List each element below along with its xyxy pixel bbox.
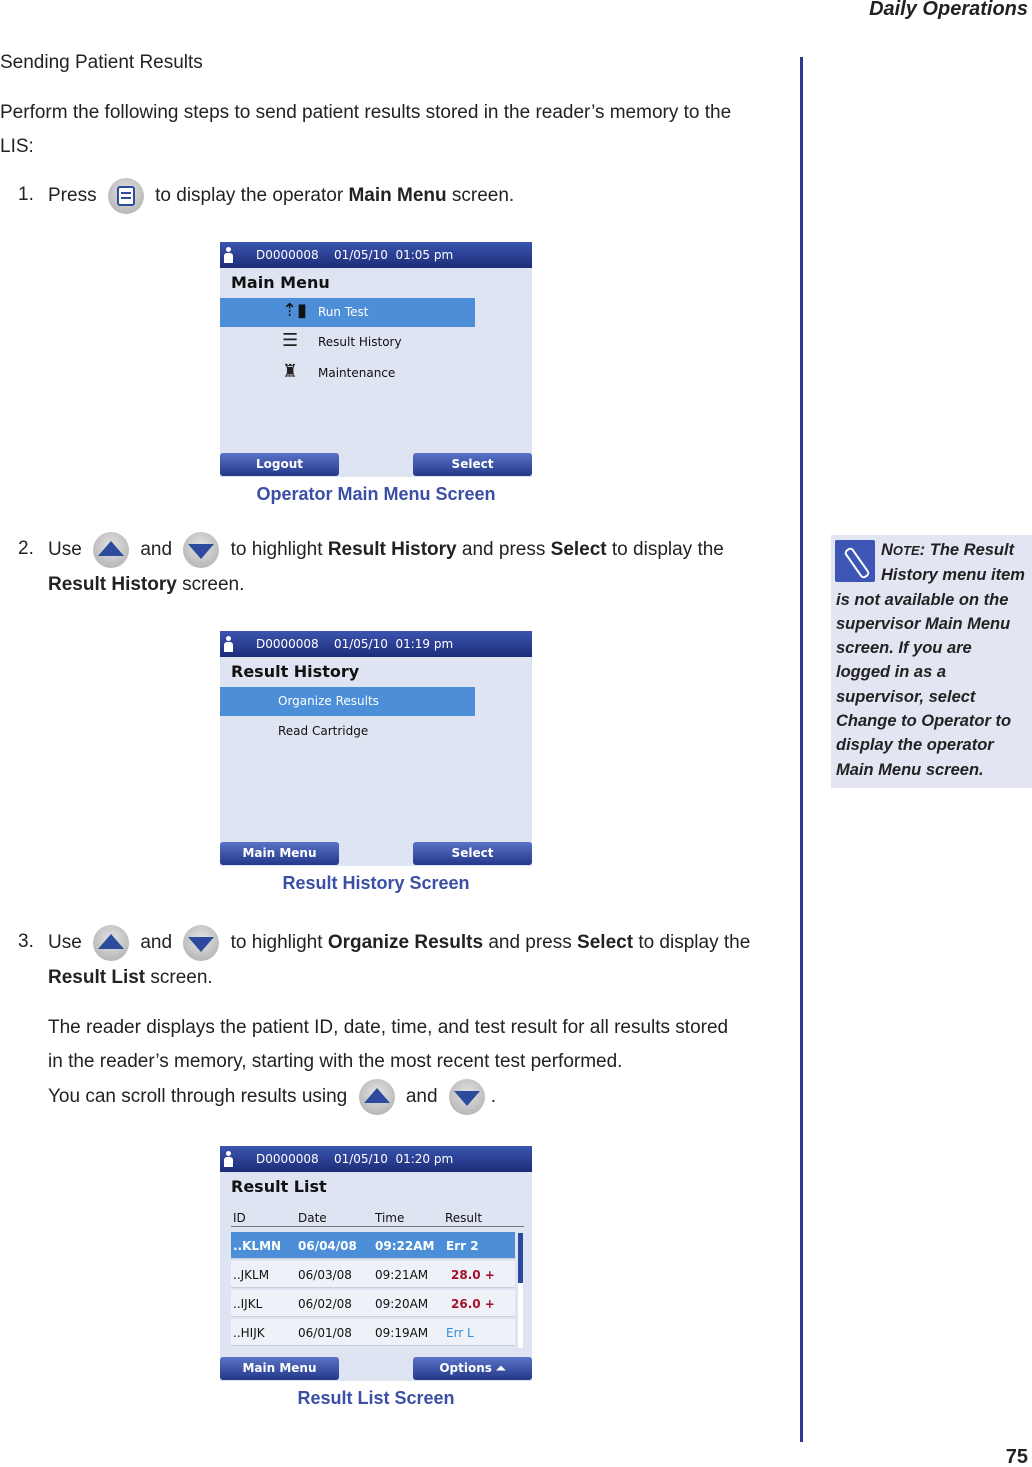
status-info: D0000008 01/05/10 01:20 pm [256,1152,454,1166]
table-row[interactable]: ..IJKL 06/02/08 09:20AM 26.0 + [231,1290,515,1317]
column-header-result: Result [445,1211,483,1225]
main-menu-button[interactable]: Main Menu [220,1357,339,1380]
scrollbar[interactable] [518,1233,523,1348]
note-box [831,535,1032,788]
screen-title: Result List [231,1177,327,1196]
select-button[interactable]: Select [413,453,532,476]
operator-icon [224,636,233,652]
operator-icon [224,1151,233,1167]
figure-caption: Result List Screen [297,1388,455,1408]
step-text: Press [48,185,97,207]
step-number: 1. [18,184,34,205]
column-header-time: Time [375,1211,405,1225]
step-3-paragraph: The reader displays the patient ID, date, time, and test result for all results stored in the reader’s memory, starting with the most recent test performed. [48,1017,729,1072]
figure-caption: Operator Main Menu Screen [256,484,496,504]
running-header: Daily Operations [869,0,1028,20]
menu-button-icon [108,178,144,214]
figure-caption: Result History Screen [282,873,470,893]
step-number: 3. [18,931,34,952]
maintenance-icon: ♜ [282,361,299,382]
up-arrow-button-icon [359,1079,395,1115]
step-1 [18,178,778,218]
table-row[interactable]: ..JKLM 06/03/08 09:21AM 28.0 + [231,1261,515,1288]
column-header-id: ID [233,1211,246,1225]
step-text: to display the operator [155,185,344,207]
up-arrow-button-icon [93,532,129,568]
result-history-icon: ☰ [282,330,299,351]
result-list-screen [220,1146,532,1381]
main-menu-screen [220,242,532,477]
down-arrow-button-icon [183,532,219,568]
status-bar [220,631,532,657]
intro-paragraph: Perform the following steps to send patient results stored in the reader’s memory to the LIS: [0,102,732,157]
screen-title: Main Menu [231,273,330,292]
logout-button[interactable]: Logout [220,453,339,476]
screen-title: Result History [231,662,360,681]
options-button[interactable]: Options ⏶ [413,1357,532,1380]
column-header-date: Date [298,1211,327,1225]
margin-divider [800,57,803,1442]
step-3: 3. Use and to highlight Organize Results and press Select to display the Result List screen. The reader displays the patient ID, date, time, and test result for all results stored in the reader’s memory, starting with the most recent test performed. You can scroll through results using and . [18,925,778,1115]
run-test-icon: ⇡▮ [282,300,307,321]
table-row[interactable]: ..HIJK 06/01/08 09:19AM Err L [231,1319,515,1346]
down-arrow-button-icon [183,925,219,961]
menu-item-organize-results[interactable]: Organize Results [220,687,475,716]
select-button[interactable]: Select [413,842,532,865]
table-row[interactable]: ..KLMN 06/04/08 09:22AM Err 2 [231,1232,515,1259]
status-info: D0000008 01/05/10 01:05 pm [256,248,454,262]
section-heading: Sending Patient Results [0,52,203,73]
status-bar [220,1146,532,1172]
status-bar [220,242,532,268]
menu-item-run-test[interactable]: ⇡▮ Run Test [220,298,475,327]
step-bold-text: Main Menu [348,185,447,207]
menu-item-maintenance[interactable]: ♜ Maintenance [282,361,396,382]
step-2: 2. Use and to highlight Result History and press Select to display the Result History screen. [18,532,778,604]
table-header [231,1209,524,1227]
menu-item-result-history[interactable]: ☰ Result History [282,330,402,351]
main-menu-button[interactable]: Main Menu [220,842,339,865]
menu-item-read-cartridge[interactable]: Read Cartridge [278,724,369,738]
page-number: 75 [1005,1446,1028,1467]
up-arrow-button-icon [93,925,129,961]
step-number: 2. [18,538,34,559]
step-text: screen. [451,185,515,207]
note-text: NOTE: The Result History menu item is not available on the supervisor Main Menu screen. If you are logged in as a supervisor, select Change to Operator to display the operator Main Menu screen. [836,541,1025,779]
scrollbar-thumb[interactable] [518,1233,523,1283]
result-history-screen [220,631,532,866]
status-info: D0000008 01/05/10 01:19 pm [256,637,454,651]
operator-icon [224,247,233,263]
down-arrow-button-icon [449,1079,485,1115]
